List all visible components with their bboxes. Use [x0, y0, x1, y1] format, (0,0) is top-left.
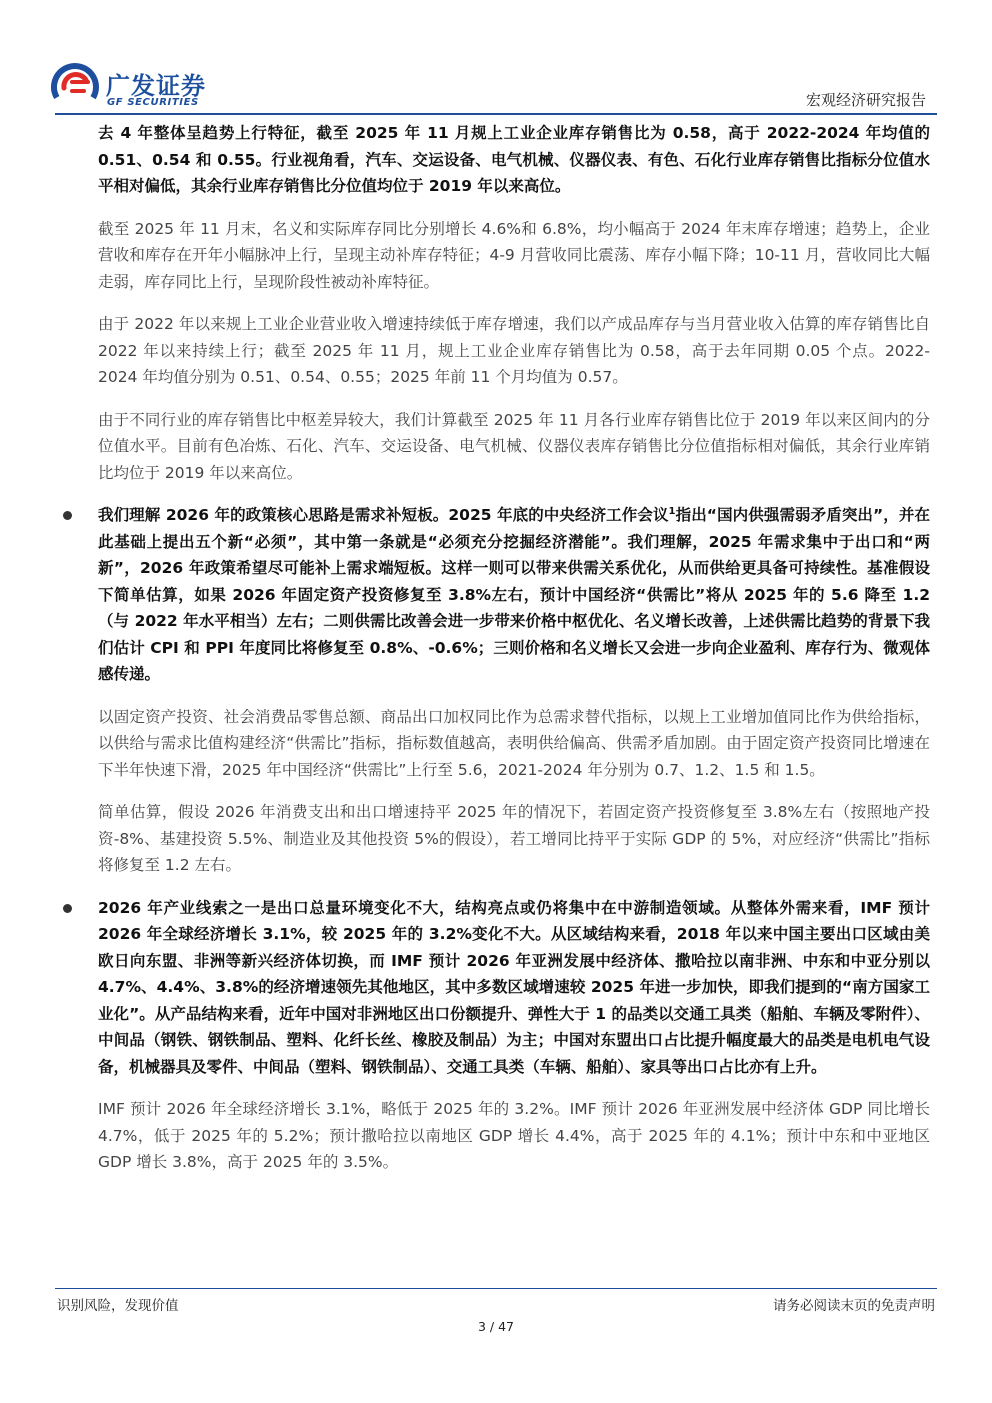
paragraph: 截至 2025 年 11 月末，名义和实际库存同比分别增长 4.6%和 6.8%，均小幅高于 2024 年末库存增速；趋势上，企业营收和库存在开年小幅脉冲上行，呈现主动补库存特征；4-9 月营收同比震荡、库存小幅下降；10-11 月，营收同比大幅走弱，库存同比上行，呈现阶段性被动补库特征。 — [98, 219, 930, 291]
paragraph: IMF 预计 2026 年全球经济增长 3.1%，略低于 2025 年的 3.2%。IMF 预计 2026 年亚洲发展中经济体 GDP 同比增长 4.7%，低于 2025 年的 5.2%；预计撒哈拉以南地区 GDP 增长 4.4%，高于 2025 年的 4.1%；预计中东和中亚地区 GDP 增长 3.8%，高于 2025 年的 3.5%。 — [98, 1100, 930, 1171]
report-type-label: 宏观经济研究报告 — [805, 91, 926, 109]
bullet-dot-icon — [63, 511, 72, 520]
logo-chinese-name: 广发证券 — [106, 72, 206, 100]
bullet-section-exports — [98, 895, 930, 1081]
paragraph: 以固定资产投资、社会消费品零售总额、商品出口加权同比作为总需求替代指标，以规上工业增加值同比作为供给指标，以供给与需求比值构建经济“供需比”指标，指标数值越高，表明供给偏高、供需矛盾加剧。由于固定资产投资同比增速在下半年快速下滑，2025 年中国经济“供需比”上行至 5.6，2021-2024 年分别为 0.7、1.2、1.5 和 1.5。 — [98, 707, 930, 779]
gf-logo-icon — [50, 62, 100, 112]
footer-slogan: 识别风险，发现价值 — [57, 1298, 179, 1314]
gf-securities-logo — [50, 62, 220, 112]
bullet-text-part: 指出“国内供强需弱矛盾突出”，并在此基础上提出五个新“必须”，其中第一条就是“必须充分挖掘经济潜能”。我们理解，2025 年需求集中于出口和“两新”，2026 年政策希望尽可能补上需求端短板。这样一则可以带来供需关系优化，从而供给更具备可持续性。基准假设下简单估算，如果 2026 年固定资产投资修复至 3.8%左右，预计中国经济“供需比”将从 2025 年的 5.6 降至 1.2（与 2022 年水平相当）左右；二则供需比改善会进一步带来价格中枢优化、名义增长改善，上述供需比趋势的背景下我们估计 CPI 和 PPI 年度同比将修复至 0.8%、-0.6%；三则价格和名义增长又会进一步向企业盈利、库存行为、微观体感传递。 — [98, 506, 930, 683]
paragraph: 简单估算，假设 2026 年消费支出和出口增速持平 2025 年的情况下，若固定资产投资修复至 3.8%左右（按照地产投资-8%、基建投资 5.5%、制造业及其他投资 5%的假设），若工增同比持平于实际 GDP 的 5%，对应经济“供需比”指标将修复至 1.2 左右。 — [98, 803, 930, 874]
bullet-dot-icon — [63, 904, 72, 913]
bullet-text-part: 我们理解 2026 年的政策核心思路是需求补短板。2025 年底的中央经济工作会议 — [98, 506, 669, 524]
main-content — [98, 120, 930, 1176]
paragraph: 由于不同行业的库存销售比中枢差异较大，我们计算截至 2025 年 11 月各行业库存销售比位于 2019 年以来区间内的分位值水平。目前有色冶炼、石化、汽车、交运设备、电气机械、仪器仪表库存销售比分位值指标相对偏低，其余行业库销比均位于 2019 年以来高位。 — [98, 410, 930, 482]
bullet-paragraph-bold: 2026 年产业线索之一是出口总量环境变化不大，结构亮点或仍将集中在中游制造领域。从整体外需来看，IMF 预计 2026 年全球经济增长 3.1%，较 2025 年的 3.2%变化不大。从区域结构来看，2018 年以来中国主要出口区域由美欧日向东盟、非洲等新兴经济体切换，而 IMF 预计 2026 年亚洲发展中经济体、撒哈拉以南非洲、中东和中亚分别以 4.7%、4.4%、3.8%的经济增速领先其他地区，其中多数区域增速较 2025 年进一步加快，即我们提到的“南方国家工业化”。从产品结构来看，近年中国对非洲地区出口份额提升、弹性大于 1 的品类以交通工具类（船舶、车辆及零附件）、中间品（钢铁、钢铁制品、塑料、化纤长丝、橡胶及制品）为主；中国对东盟出口占比提升幅度最大的品类是电机电气设备，机械器具及零件、中间品（塑料、钢铁制品）、交通工具类（车辆、船舶）、家具等出口占比亦有上升。 — [98, 898, 930, 1076]
page-number: 3 / 47 — [477, 1319, 515, 1334]
paragraph: 由于 2022 年以来规上工业企业营业收入增速持续低于库存增速，我们以产成品库存与当月营业收入估算的库存销售比自 2022 年以来持续上行；截至 2025 年 11 月，规上工业企业库存销售比为 0.58，高于去年同期 0.05 个点。2022-2024 年均值分别为 0.51、0.54、0.55；2025 年前 11 个月均值为 0.57。 — [98, 315, 930, 386]
footer-divider — [55, 1288, 937, 1289]
bullet-paragraph-bold — [98, 502, 930, 688]
bullet-section-policy — [98, 502, 930, 688]
logo-english-name: GF SECURITIES — [107, 97, 199, 108]
footer-disclaimer-note: 请务必阅读末页的免责声明 — [773, 1298, 935, 1314]
header-divider — [55, 113, 937, 115]
footnote-marker[interactable]: 1 — [668, 505, 676, 517]
paragraph-bold-continuation: 去 4 年整体呈趋势上行特征，截至 2025 年 11 月规上工业企业库存销售比为 0.58，高于 2022-2024 年均值的 0.51、0.54 和 0.55。行业视角看，汽车、交运设备、电气机械、仪器仪表、有色、石化行业库存销售比指标分位值水平相对偏低，其余行业库存销售比分位值均位于 2019 年以来高位。 — [98, 124, 930, 195]
